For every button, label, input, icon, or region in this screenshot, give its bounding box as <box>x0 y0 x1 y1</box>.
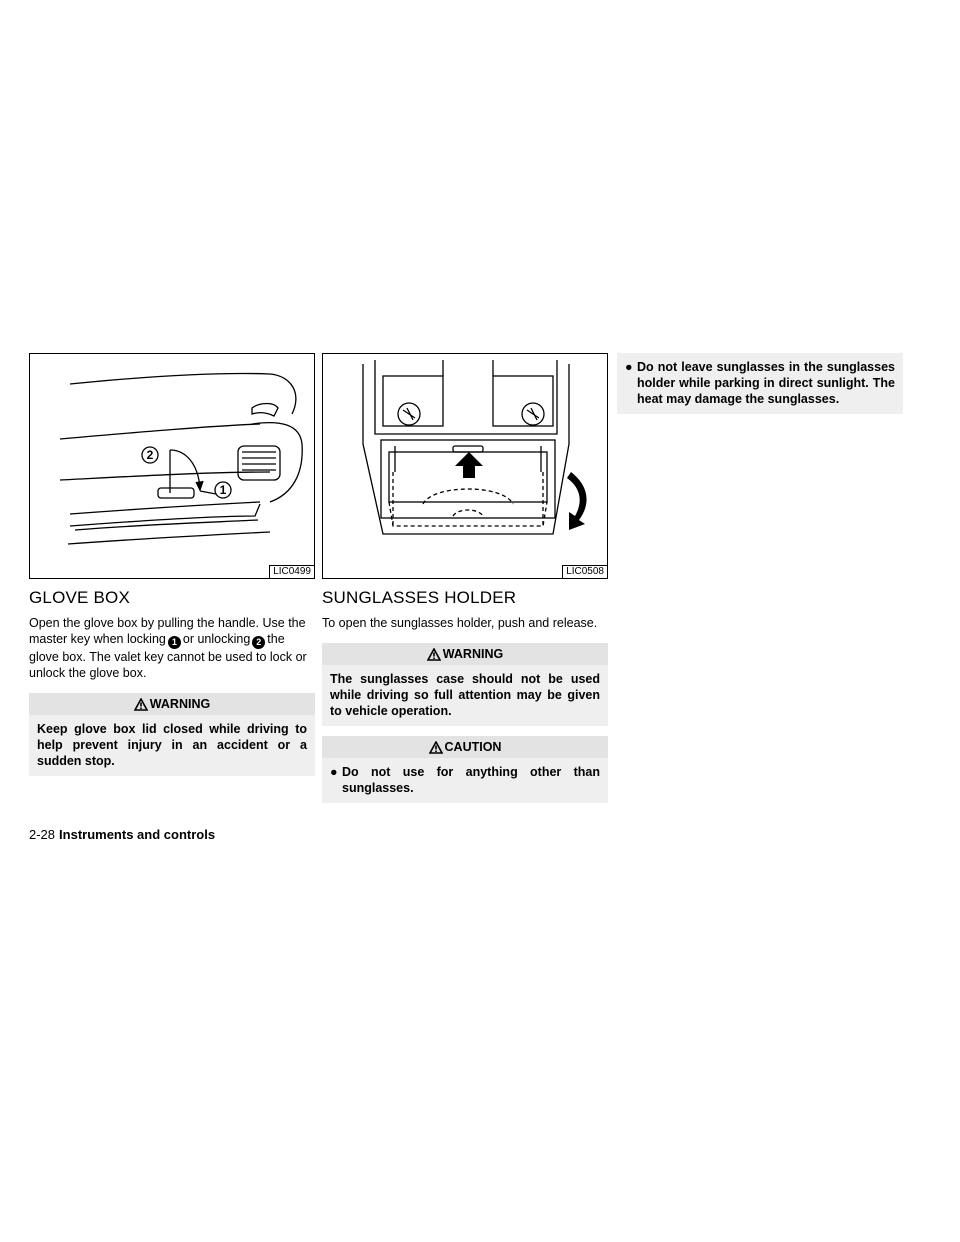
figure-id: LIC0499 <box>269 565 314 578</box>
page-number: 2-28 <box>29 827 56 842</box>
sunglasses-figure <box>322 353 608 579</box>
glove-box-body <box>29 615 315 681</box>
section-name: Instruments and controls <box>59 827 216 842</box>
page-footer <box>29 827 215 842</box>
caution-triangle-icon <box>429 739 443 761</box>
warning-label: WARNING <box>442 647 504 661</box>
body-text-mid: or unlocking <box>182 632 251 646</box>
open-direction-arrow-icon <box>567 472 587 530</box>
glove-box-column <box>29 353 315 786</box>
warning-header <box>322 643 608 665</box>
warning-text: The sunglasses case should not be used while driving so full attention may be given to vehicle operation. <box>322 665 608 726</box>
callout-1-label: 1 <box>219 483 227 497</box>
warning-triangle-icon <box>134 696 148 718</box>
glove-box-warning <box>29 693 315 776</box>
body-text-start: Open the glove box by pulling the handle. Use the master key when locking <box>29 616 306 646</box>
caution-item <box>322 758 608 803</box>
callout-1-marker: 1 <box>168 636 181 649</box>
sunglasses-body: To open the sunglasses holder, push and release. <box>322 616 598 630</box>
glove-box-illustration <box>30 354 316 580</box>
sunglasses-holder-illustration <box>323 354 609 580</box>
warning-text: Keep glove box lid closed while driving to help prevent injury in an accident or a sudden stop. <box>29 715 315 776</box>
warning-label: WARNING <box>149 697 211 711</box>
bullet-icon: ● <box>625 360 633 374</box>
glove-box-figure <box>29 353 315 579</box>
caution-item <box>617 353 903 414</box>
figure-id: LIC0508 <box>562 565 607 578</box>
body-text-end: the glove box. The valet key cannot be used to lock or unlock the glove box. <box>29 632 307 680</box>
caution-header <box>322 736 608 758</box>
glove-box-title: GLOVE BOX <box>29 588 131 607</box>
callout-2-marker: 2 <box>252 636 265 649</box>
caution-item-text: Do not leave sunglasses in the sunglasses holder while parking in direct sunlight. The heat may damage the sunglasses. <box>637 360 895 406</box>
caution-continued-column <box>617 353 903 414</box>
push-arrow-icon <box>455 452 483 478</box>
bullet-icon: ● <box>330 765 338 779</box>
caution-label: CAUTION <box>444 740 502 754</box>
warning-triangle-icon <box>427 646 441 668</box>
sunglasses-title: SUNGLASSES HOLDER <box>322 588 517 607</box>
warning-header <box>29 693 315 715</box>
sunglasses-column <box>322 353 608 813</box>
sunglasses-caution <box>322 736 608 803</box>
sunglasses-warning <box>322 643 608 726</box>
callout-2-label: 2 <box>146 448 154 462</box>
caution-item-text: Do not use for anything other than sunglasses. <box>342 765 600 795</box>
